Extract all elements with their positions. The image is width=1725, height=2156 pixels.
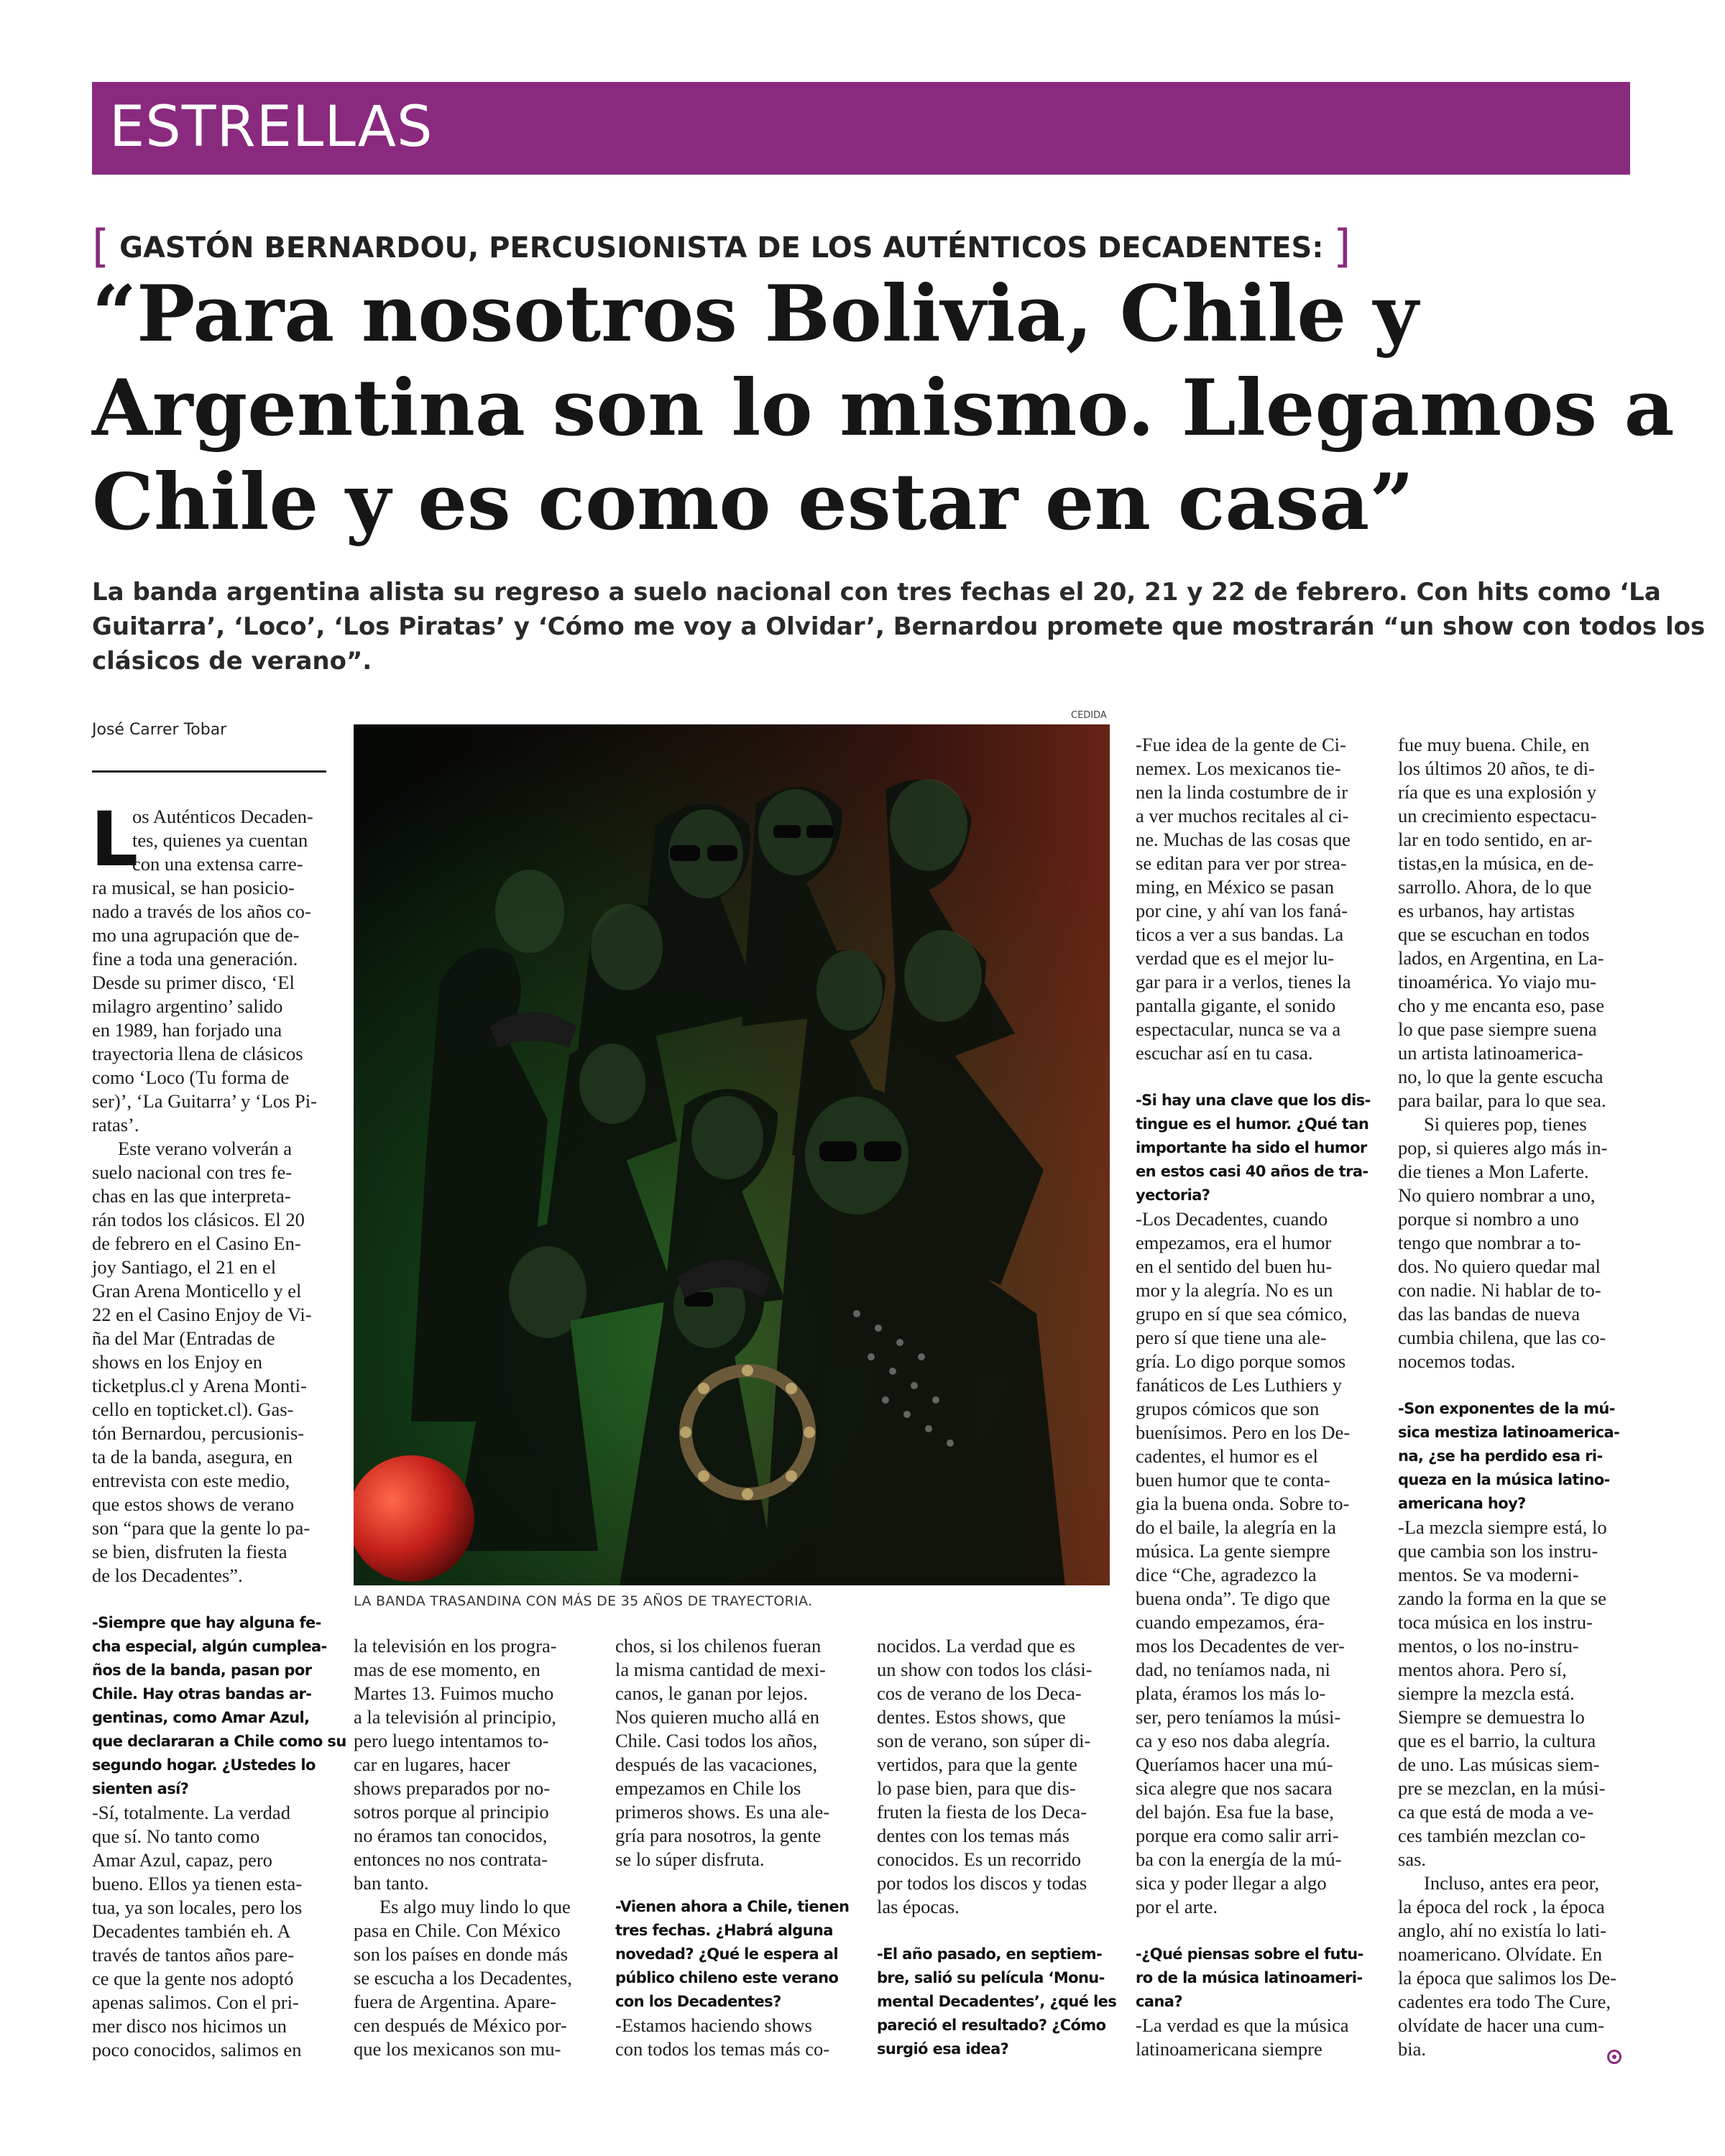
interview-question-line: -Son exponentes de la mú- bbox=[1398, 1400, 1615, 1417]
interview-question-line: americana hoy? bbox=[1398, 1495, 1526, 1512]
photo-caption: LA BANDA TRASANDINA CON MÁS DE 35 AÑOS DE TRAYECTORIA. bbox=[354, 1593, 813, 1609]
body-text-line: sotros porque al principio bbox=[354, 1801, 549, 1823]
body-text-line: para bailar, para lo que sea. bbox=[1398, 1089, 1606, 1111]
body-text-line: -Sí, totalmente. La verdad bbox=[92, 1802, 290, 1823]
body-text-line: apenas salimos. Con el pri- bbox=[92, 1991, 299, 2013]
byline-divider bbox=[92, 770, 326, 773]
body-text-line: ces también mezclan co- bbox=[1398, 1825, 1586, 1846]
body-text-line: ca que está de moda a ve- bbox=[1398, 1801, 1594, 1823]
body-text-line: verdad que es el mejor lu- bbox=[1136, 947, 1334, 969]
body-text-line: tinoamérica. Yo viajo mu- bbox=[1398, 971, 1596, 992]
section-header bbox=[92, 82, 1630, 175]
body-text-line: sica y poder llegar a algo bbox=[1136, 1872, 1327, 1894]
kicker-text: GASTÓN BERNARDOU, PERCUSIONISTA DE LOS AUTÉNTICOS DECADENTES: bbox=[119, 231, 1324, 264]
body-text-line: dice “Che, agradezco la bbox=[1136, 1564, 1317, 1585]
body-text-line: ban tanto. bbox=[354, 1872, 429, 1894]
column-3-lower bbox=[615, 1634, 849, 2061]
body-text-line: gría. Lo digo porque somos bbox=[1136, 1350, 1346, 1372]
body-text-line: Si quieres pop, tienes bbox=[1424, 1113, 1587, 1135]
body-text-line: empezamos en Chile los bbox=[615, 1777, 801, 1799]
paragraph-gap bbox=[1398, 1373, 1619, 1397]
body-text-line: como ‘Loco (Tu forma de bbox=[92, 1067, 290, 1088]
headline bbox=[92, 267, 1675, 550]
body-text-line: no éramos tan conocidos, bbox=[354, 1825, 548, 1846]
body-text-line: sas. bbox=[1398, 1848, 1427, 1870]
body-text-line: ne. Muchas de las cosas que bbox=[1136, 829, 1351, 850]
body-text-line: latinoamericana siempre bbox=[1136, 2038, 1322, 2060]
interview-question-line: con los Decadentes? bbox=[615, 1993, 781, 2010]
interview-question-line: -Si hay una clave que los dis- bbox=[1136, 1092, 1371, 1109]
body-text-line: poco conocidos, salimos en bbox=[92, 2039, 302, 2060]
column-6 bbox=[1398, 733, 1619, 2061]
body-text-line: Nos quieren mucho allá en bbox=[615, 1706, 820, 1728]
body-text-line: espectacular, nunca se va a bbox=[1136, 1018, 1341, 1040]
body-text-line: un crecimiento espectacu- bbox=[1398, 805, 1597, 826]
body-text-line: la misma cantidad de mexi- bbox=[615, 1659, 826, 1680]
body-text-line: gar para ir a verlos, tienes la bbox=[1136, 971, 1351, 992]
body-text-line: cho y me encanta eso, pase bbox=[1398, 995, 1604, 1016]
drop-cap: L bbox=[91, 796, 139, 883]
body-text-line: Martes 13. Fuimos mucho bbox=[354, 1682, 554, 1704]
body-text-line: es urbanos, hay artistas bbox=[1398, 900, 1575, 921]
interview-question-line: -Siempre que hay alguna fe- bbox=[92, 1614, 321, 1631]
body-text-line: fuera de Argentina. Apare- bbox=[354, 1991, 557, 2012]
body-text-line: plata, éramos los más lo- bbox=[1136, 1682, 1326, 1704]
body-text-line: cadentes, el humor es el bbox=[1136, 1445, 1318, 1467]
body-text-line: ca y eso nos daba alegría. bbox=[1136, 1730, 1330, 1751]
interview-question-line: tres fechas. ¿Habrá alguna bbox=[615, 1922, 833, 1939]
interview-question-line: público chileno este verano bbox=[615, 1969, 839, 1986]
body-text-line: la época del rock , la época bbox=[1398, 1896, 1605, 1917]
body-text-line: fine a toda una generación. bbox=[92, 948, 298, 969]
body-text-line: sarrollo. Ahora, de lo que bbox=[1398, 876, 1592, 898]
body-text-line: buen humor que te conta- bbox=[1136, 1469, 1330, 1491]
paragraph-gap bbox=[1136, 1065, 1371, 1089]
body-text-line: anglo, ahí no existía lo lati- bbox=[1398, 1920, 1606, 1941]
body-text-line: pero sí que tiene una ale- bbox=[1136, 1327, 1327, 1348]
body-text-line: de febrero en el Casino En- bbox=[92, 1233, 301, 1254]
body-text-line: tua, ya son locales, pero los bbox=[92, 1897, 303, 1918]
body-text-line: en el sentido del buen hu- bbox=[1136, 1256, 1333, 1277]
body-text-line: milagro argentino’ salido bbox=[92, 995, 283, 1017]
body-text-line: cuando empezamos, éra- bbox=[1136, 1611, 1325, 1633]
body-text-line: mer disco nos hicimos un bbox=[92, 2015, 287, 2037]
interview-question-line: mental Decadentes’, ¿qué les bbox=[877, 1993, 1117, 2010]
standfirst-line: Guitarra’, ‘Loco’, ‘Los Piratas’ y ‘Cómo me voy a Olvidar’, Bernardou promete que mostrarán “un show con todos los bbox=[92, 612, 1706, 641]
body-text-line: No quiero nombrar a uno, bbox=[1398, 1184, 1596, 1206]
body-text-line: bia. bbox=[1398, 2038, 1426, 2060]
bracket-close-icon: ] bbox=[1333, 220, 1351, 272]
body-text-line: nen la linda costumbre de ir bbox=[1136, 781, 1348, 803]
body-text-line: dad, no teníamos nada, ni bbox=[1136, 1659, 1330, 1680]
body-text-line: por el arte. bbox=[1136, 1896, 1218, 1917]
bracket-open-icon: [ bbox=[92, 220, 110, 272]
body-text-line: empezamos, era el humor bbox=[1136, 1232, 1332, 1253]
headline-line: “Para nosotros Bolivia, Chile y bbox=[92, 269, 1419, 359]
interview-question-line: -El año pasado, en septiem- bbox=[877, 1945, 1103, 1963]
body-text-line: fruten la fiesta de los Deca- bbox=[877, 1801, 1087, 1823]
body-text-line: das las bandas de nueva bbox=[1398, 1303, 1581, 1325]
body-text-line: nocidos. La verdad que es bbox=[877, 1635, 1075, 1657]
body-text-line: -Los Decadentes, cuando bbox=[1136, 1208, 1328, 1230]
body-text-line: con nadie. Ni hablar de to- bbox=[1398, 1279, 1601, 1301]
body-text-line: ser)’, ‘La Guitarra’ y ‘Los Pi- bbox=[92, 1090, 317, 1112]
body-text-line: pero luego intentamos to- bbox=[354, 1730, 549, 1751]
body-text-line: a la televisión al principio, bbox=[354, 1706, 556, 1728]
body-text-line: os Auténticos Decaden- bbox=[132, 806, 313, 827]
body-text-line: -La mezcla siempre está, lo bbox=[1398, 1516, 1607, 1538]
interview-question-line: sienten así? bbox=[92, 1780, 189, 1797]
body-text-line: ce que la gente nos adoptó bbox=[92, 1968, 294, 1989]
body-text-line: shows preparados por no- bbox=[354, 1777, 551, 1799]
body-text-line: ticketplus.cl y Arena Monti- bbox=[92, 1375, 307, 1396]
headline-line: Argentina son lo mismo. Llegamos a bbox=[92, 363, 1675, 453]
interview-question-line: en estos casi 40 años de tra- bbox=[1136, 1163, 1368, 1180]
body-text-line: ratas’. bbox=[92, 1114, 139, 1135]
body-text-line: porque era como salir arri- bbox=[1136, 1825, 1339, 1846]
interview-question-line: importante ha sido el humor bbox=[1136, 1139, 1367, 1156]
body-text-line: un artista latinoamerica- bbox=[1398, 1042, 1583, 1064]
body-text-line: de los Decadentes”. bbox=[92, 1565, 243, 1586]
body-text-line: 22 en el Casino Enjoy de Vi- bbox=[92, 1304, 312, 1325]
body-text-line: lo pase bien, para que dis- bbox=[877, 1777, 1076, 1799]
body-text-line: lar en todo sentido, en ar- bbox=[1398, 829, 1593, 850]
body-text-line: que se escuchan en todos bbox=[1398, 923, 1590, 945]
body-text-line: Amar Azul, capaz, pero bbox=[92, 1849, 272, 1871]
body-text-line: Chile. Casi todos los años, bbox=[615, 1730, 818, 1751]
column-4-lower bbox=[877, 1634, 1116, 2061]
body-text-line: noamericano. Olvídate. En bbox=[1398, 1943, 1603, 1965]
body-text-line: nocemos todas. bbox=[1398, 1350, 1516, 1372]
interview-question-line: tingue es el humor. ¿Qué tan bbox=[1136, 1115, 1369, 1133]
body-text-line: Gran Arena Monticello y el bbox=[92, 1280, 302, 1302]
body-text-line: rán todos los clásicos. El 20 bbox=[92, 1209, 305, 1230]
body-text-line: -Fue idea de la gente de Ci- bbox=[1136, 734, 1346, 755]
body-text-line: dentes con los temas más bbox=[877, 1825, 1070, 1846]
body-text-line: chos, si los chilenos fueran bbox=[615, 1635, 822, 1657]
standfirst-line: clásicos de verano”. bbox=[92, 647, 372, 676]
body-text-line: pantalla gigante, el sonido bbox=[1136, 995, 1336, 1016]
body-text-line: do el baile, la alegría en la bbox=[1136, 1516, 1336, 1538]
body-text-line: Desde su primer disco, ‘El bbox=[92, 972, 295, 993]
body-text-line: son “para que la gente lo pa- bbox=[92, 1517, 310, 1539]
body-text-line: sica alegre que nos sacara bbox=[1136, 1777, 1333, 1799]
body-text-line: del bajón. Esa fue la base, bbox=[1136, 1801, 1334, 1823]
interview-question-line: gentinas, como Amar Azul, bbox=[92, 1709, 310, 1726]
body-text-line: se bien, disfruten la fiesta bbox=[92, 1541, 288, 1562]
interview-question-line: ños de la banda, pasan por bbox=[92, 1662, 312, 1679]
body-text-line: vertidos, para que la gente bbox=[877, 1754, 1077, 1775]
body-text-line: lo que pase siempre suena bbox=[1398, 1018, 1597, 1040]
body-text-line: mas de ese momento, en bbox=[354, 1659, 540, 1680]
interview-question-line: cana? bbox=[1136, 1993, 1182, 2010]
body-text-line: car en lugares, hacer bbox=[354, 1754, 510, 1775]
body-text-line: ser, pero teníamos la músi- bbox=[1136, 1706, 1341, 1728]
photo-credit: CEDIDA bbox=[1071, 710, 1107, 721]
interview-question-line: bre, salió su película ‘Monu- bbox=[877, 1969, 1105, 1986]
body-text-line: dos. No quiero quedar mal bbox=[1398, 1256, 1601, 1277]
body-text-line: canos, le ganan por lejos. bbox=[615, 1682, 808, 1704]
body-text-line: se escucha a los Decadentes, bbox=[354, 1967, 572, 1989]
body-text-line: ra musical, se han posicio- bbox=[92, 877, 295, 898]
body-text-line: que estos shows de verano bbox=[92, 1493, 295, 1515]
body-text-line: ta de la banda, asegura, en bbox=[92, 1446, 293, 1468]
body-text-line: tengo que nombrar a to- bbox=[1398, 1232, 1581, 1253]
body-text-line: son de verano, son súper di- bbox=[877, 1730, 1091, 1751]
body-text-line: con una extensa carre- bbox=[132, 853, 303, 875]
body-text-line: ticos a ver a sus bandas. La bbox=[1136, 923, 1344, 945]
body-text-line: pop, si quieres algo más in- bbox=[1398, 1137, 1608, 1158]
body-text-line: se lo súper disfruta. bbox=[615, 1848, 765, 1870]
body-text-line: olvídate de hacer una cum- bbox=[1398, 2014, 1604, 2036]
body-text-line: suelo nacional con tres fe- bbox=[92, 1161, 293, 1183]
body-text-line: gría para nosotros, la gente bbox=[615, 1825, 822, 1846]
body-text-line: zando la forma en la que se bbox=[1398, 1588, 1606, 1609]
end-mark-icon bbox=[1607, 2050, 1622, 2064]
body-text-line: ría que es una explosión y bbox=[1398, 781, 1596, 803]
body-text-line: cen después de México por- bbox=[354, 2014, 567, 2036]
interview-question-line: Chile. Hay otras bandas ar- bbox=[92, 1685, 312, 1703]
body-text-line: chas en las que interpreta- bbox=[92, 1185, 291, 1207]
body-text-line: que es el barrio, la cultura bbox=[1398, 1730, 1596, 1751]
body-text-line: a ver muchos recitales al ci- bbox=[1136, 805, 1349, 826]
body-text-line: die tienes a Mon Laferte. bbox=[1398, 1161, 1589, 1182]
interview-question-line: novedad? ¿Qué le espera al bbox=[615, 1945, 838, 1963]
paragraph-gap bbox=[1136, 1919, 1371, 1943]
body-text-line: se editan para ver por strea- bbox=[1136, 852, 1347, 874]
section-title: ESTRELLAS bbox=[109, 95, 433, 160]
body-text-line: que cambia son los instru- bbox=[1398, 1540, 1598, 1562]
body-text-line: buenísimos. Pero en los De- bbox=[1136, 1422, 1351, 1443]
column-1 bbox=[92, 805, 317, 1588]
body-text-line: ming, en México se pasan bbox=[1136, 876, 1334, 898]
body-text-line: porque si nombro a uno bbox=[1398, 1208, 1579, 1230]
body-text-line: tistas,en la música, en de- bbox=[1398, 852, 1594, 874]
interview-question-line: surgió esa idea? bbox=[877, 2040, 1009, 2058]
interview-question-line: que declararan a Chile como su bbox=[92, 1733, 346, 1750]
body-text-line: buena onda”. Te digo que bbox=[1136, 1588, 1330, 1609]
body-text-line: de uno. Las músicas siem- bbox=[1398, 1754, 1600, 1775]
body-text-line: pre se mezclan, en la músi- bbox=[1398, 1777, 1606, 1799]
column-1-lower bbox=[92, 1611, 346, 2062]
standfirst bbox=[92, 575, 1706, 678]
body-text-line: por todos los discos y todas bbox=[877, 1872, 1087, 1894]
body-text-line: son los países en donde más bbox=[354, 1943, 569, 1965]
interview-question-line: segundo hogar. ¿Ustedes lo bbox=[92, 1756, 316, 1774]
body-text-line: después de las vacaciones, bbox=[615, 1754, 818, 1775]
body-text-line: shows en los Enjoy en bbox=[92, 1351, 263, 1373]
body-text-line: ña del Mar (Entradas de bbox=[92, 1327, 275, 1349]
body-text-line: que sí. No tanto como bbox=[92, 1825, 260, 1847]
band-photo bbox=[354, 724, 1110, 1585]
body-text-line: tón Bernardou, percusionis- bbox=[92, 1422, 305, 1444]
body-text-line: Queríamos hacer una mú- bbox=[1136, 1754, 1333, 1775]
body-text-line: las épocas. bbox=[877, 1896, 960, 1917]
body-text-line: mo una agrupación que de- bbox=[92, 924, 300, 946]
body-text-line: un show con todos los clási- bbox=[877, 1659, 1092, 1680]
body-text-line: nemex. Los mexicanos tie- bbox=[1136, 757, 1341, 779]
body-text-line: conocidos. Es un recorrido bbox=[877, 1848, 1082, 1870]
interview-question-line: cha especial, algún cumplea- bbox=[92, 1638, 327, 1655]
body-text-line: mentos ahora. Pero sí, bbox=[1398, 1659, 1567, 1680]
body-text-line: joy Santiago, el 21 en el bbox=[92, 1256, 277, 1278]
body-text-line: -Estamos haciendo shows bbox=[615, 2014, 812, 2036]
body-text-line: por cine, y ahí van los faná- bbox=[1136, 900, 1348, 921]
interview-question-line: sica mestiza latinoamerica- bbox=[1398, 1424, 1620, 1441]
interview-question-line: na, ¿se ha perdido esa ri- bbox=[1398, 1447, 1603, 1465]
body-text-line: ba con la energía de la mú- bbox=[1136, 1848, 1342, 1870]
body-text-line: lados, en Argentina, en La- bbox=[1398, 947, 1604, 969]
body-text-line: cumbia chilena, que las co- bbox=[1398, 1327, 1606, 1348]
column-2-lower bbox=[354, 1634, 572, 2061]
body-text-line: los últimos 20 años, te di- bbox=[1398, 757, 1595, 779]
body-text-line: entonces no nos contrata- bbox=[354, 1848, 548, 1870]
interview-question-line: -Vienen ahora a Chile, tienen bbox=[615, 1898, 850, 1915]
standfirst-line: La banda argentina alista su regreso a suelo nacional con tres fechas el 20, 21 y 22 de febrero. Con hits como ‘La bbox=[92, 578, 1661, 607]
body-text-line: mor y la alegría. No es un bbox=[1136, 1279, 1333, 1301]
body-text-line: mentos, o los no-instru- bbox=[1398, 1635, 1579, 1657]
body-text-line: siempre la mezcla está. bbox=[1398, 1682, 1575, 1704]
body-text-line: -La verdad es que la música bbox=[1136, 2014, 1349, 2036]
body-text-line: no, lo que la gente escucha bbox=[1398, 1066, 1604, 1087]
body-text-line: nado a través de los años co- bbox=[92, 900, 311, 922]
body-text-line: en 1989, han forjado una bbox=[92, 1019, 282, 1041]
body-text-line: gia la buena onda. Sobre to- bbox=[1136, 1493, 1350, 1514]
body-text-line: cos de verano de los Deca- bbox=[877, 1682, 1082, 1704]
body-text-line: tes, quienes ya cuentan bbox=[132, 829, 308, 851]
column-5 bbox=[1136, 733, 1371, 2061]
interview-question-line: queza en la música latino- bbox=[1398, 1471, 1610, 1488]
body-text-line: fue muy buena. Chile, en bbox=[1398, 734, 1590, 755]
interview-question-line: yectoria? bbox=[1136, 1187, 1210, 1204]
body-text-line: trayectoria llena de clásicos bbox=[92, 1043, 303, 1064]
body-text-line: Siempre se demuestra lo bbox=[1398, 1706, 1585, 1728]
body-text-line: con todos los temas más co- bbox=[615, 2038, 830, 2060]
body-text-line: grupo en sí que sea cómico, bbox=[1136, 1303, 1348, 1325]
body-text-line: Incluso, antes era peor, bbox=[1424, 1872, 1599, 1894]
body-text-line: pasa en Chile. Con México bbox=[354, 1920, 561, 1941]
body-text-line: entrevista con este medio, bbox=[92, 1470, 290, 1491]
paragraph-gap bbox=[877, 1919, 1116, 1943]
body-text-line: que los mexicanos son mu- bbox=[354, 2038, 561, 2060]
body-text-line: la época que salimos los De- bbox=[1398, 1967, 1616, 1989]
body-text-line: Decadentes también eh. A bbox=[92, 1920, 291, 1942]
body-text-line: música. La gente siempre bbox=[1136, 1540, 1330, 1562]
body-text-line: toca música en los instru- bbox=[1398, 1611, 1593, 1633]
kicker bbox=[92, 216, 1351, 272]
body-text-line: dentes. Estos shows, que bbox=[877, 1706, 1066, 1728]
headline-line: Chile y es como estar en casa” bbox=[92, 457, 1414, 548]
body-text-line: cello en topticket.cl). Gas- bbox=[92, 1399, 294, 1420]
interview-question-line: -¿Qué piensas sobre el futu- bbox=[1136, 1945, 1363, 1963]
body-text-line: mentos. Se va moderni- bbox=[1398, 1564, 1579, 1585]
paragraph-gap bbox=[615, 1871, 849, 1895]
interview-question-line: pareció el resultado? ¿Cómo bbox=[877, 2017, 1106, 2034]
body-text-line: mos los Decadentes de ver- bbox=[1136, 1635, 1345, 1657]
body-text-line: través de tantos años pare- bbox=[92, 1944, 295, 1966]
body-text-line: Este verano volverán a bbox=[118, 1138, 293, 1159]
interview-question-line: ro de la música latinoameri- bbox=[1136, 1969, 1363, 1986]
body-text-line: cadentes era todo The Cure, bbox=[1398, 1991, 1611, 2012]
byline: José Carrer Tobar bbox=[92, 721, 227, 739]
body-text-line: la televisión en los progra- bbox=[354, 1635, 557, 1657]
body-text-line: bueno. Ellos ya tienen esta- bbox=[92, 1873, 303, 1894]
body-text-line: fanáticos de Les Luthiers y bbox=[1136, 1374, 1342, 1396]
body-text-line: grupos cómicos que son bbox=[1136, 1398, 1320, 1419]
body-text-line: escuchar así en tu casa. bbox=[1136, 1042, 1313, 1064]
body-text-line: Es algo muy lindo lo que bbox=[380, 1896, 571, 1917]
body-text-line: primeros shows. Es una ale- bbox=[615, 1801, 830, 1823]
